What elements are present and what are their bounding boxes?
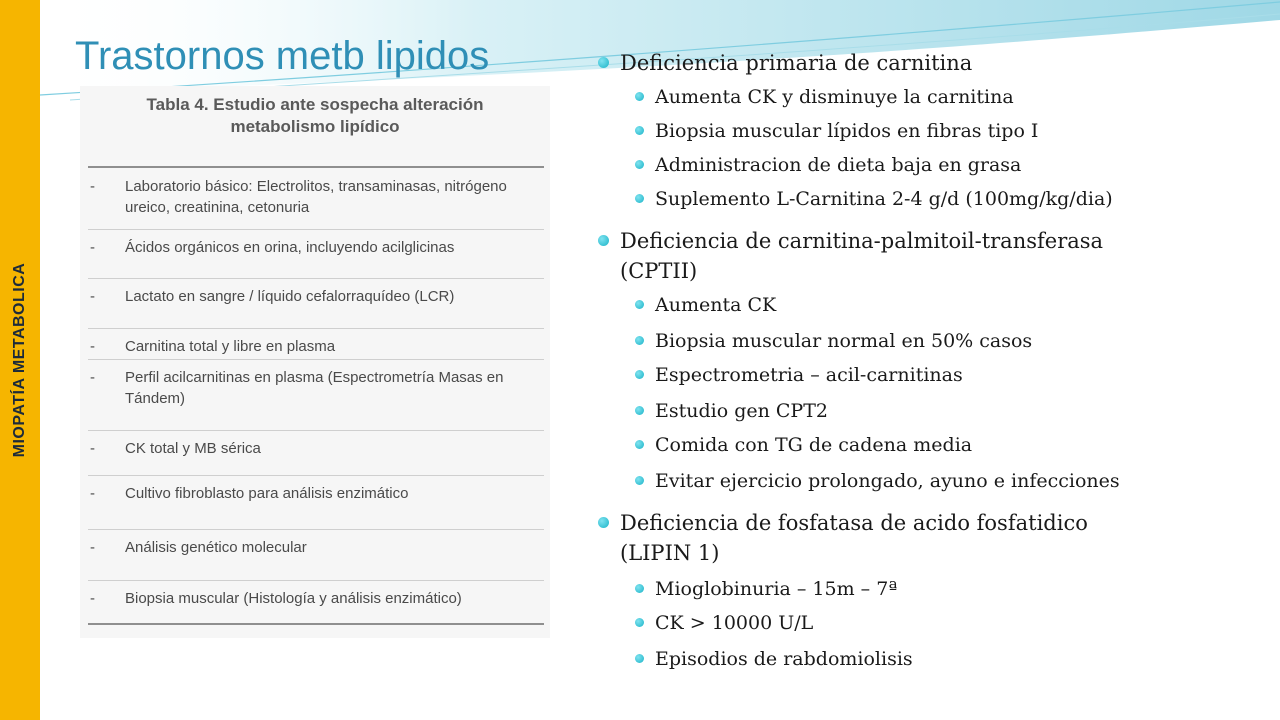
bullet-item: [620, 538, 719, 568]
sub-bullet-item: [655, 292, 776, 318]
bullet-dot-icon: [598, 57, 609, 68]
bullet-text: Administracion de dieta baja en grasa: [655, 154, 1022, 176]
slide-title: Trastornos metb lipidos: [75, 34, 490, 78]
sub-bullet-item: [655, 152, 1021, 178]
sub-bullet-item: [655, 118, 1038, 144]
bullet-dot-icon: [635, 336, 644, 345]
study-table: [80, 86, 550, 638]
bullet-text: Deficiencia de fosfatasa de acido fosfatidico: [620, 511, 1088, 535]
row-text: Cultivo fibroblasto para análisis enzimático: [125, 485, 409, 502]
sub-bullet-item: [655, 328, 1032, 354]
row-dash: -: [90, 485, 95, 502]
sub-bullet-item: [655, 398, 828, 424]
table-title: [80, 94, 550, 138]
row-text: Perfil acilcarnitinas en plasma (Espectrometría Masas en Tándem): [125, 369, 504, 407]
row-text: Laboratorio básico: Electrolitos, transaminasas, nitrógeno ureico, creatinina, cetonuria: [125, 178, 507, 216]
sub-bullet-item: [655, 468, 1120, 494]
row-dash: -: [90, 539, 95, 556]
row-dash: -: [90, 369, 95, 386]
row-dash: -: [90, 440, 95, 457]
bullet-dot-icon: [635, 300, 644, 309]
side-band: [0, 0, 40, 720]
bullet-text: Biopsia muscular lípidos en fibras tipo I: [655, 120, 1039, 142]
bullet-item: [620, 48, 972, 78]
bullet-text: Aumenta CK: [655, 294, 777, 316]
row-dash: -: [90, 288, 95, 305]
sub-bullet-item: [655, 186, 1113, 212]
row-dash: -: [90, 590, 95, 607]
bullet-text: (CPTII): [620, 259, 698, 283]
sub-bullet-item: [655, 576, 897, 602]
row-divider: [88, 229, 544, 230]
row-divider: [88, 278, 544, 279]
sub-bullet-item: [655, 362, 963, 388]
row-dash: -: [90, 239, 95, 256]
table-bottom-rule: [88, 623, 544, 625]
bullet-text: Espectrometria – acil-carnitinas: [655, 364, 963, 386]
row-divider: [88, 430, 544, 431]
row-dash: -: [90, 338, 95, 355]
bullet-dot-icon: [635, 370, 644, 379]
bullet-text: Deficiencia de carnitina-palmitoil-transferasa: [620, 229, 1104, 253]
row-text: Biopsia muscular (Histología y análisis enzimático): [125, 590, 462, 607]
table-title-line: Tabla 4. Estudio ante sospecha alteración: [146, 95, 484, 114]
row-text: Análisis genético molecular: [125, 539, 307, 556]
bullet-item: [620, 256, 697, 286]
sub-bullet-item: [655, 610, 813, 636]
bullet-item: [620, 226, 1103, 256]
row-dash: -: [90, 178, 95, 195]
bullet-text: Comida con TG de cadena media: [655, 434, 973, 456]
bullet-text: Estudio gen CPT2: [655, 400, 828, 422]
row-divider: [88, 359, 544, 360]
bullet-dot-icon: [635, 194, 644, 203]
sub-bullet-item: [655, 84, 1014, 110]
bullet-text: Episodios de rabdomiolisis: [655, 648, 913, 670]
bullet-dot-icon: [635, 476, 644, 485]
bullet-dot-icon: [598, 235, 609, 246]
bullet-dot-icon: [635, 126, 644, 135]
bullet-dot-icon: [635, 584, 644, 593]
section-label: MIOPATÍA METABOLICA: [11, 262, 28, 458]
table-top-rule: [88, 166, 544, 168]
bullet-text: (LIPIN 1): [620, 541, 720, 565]
row-divider: [88, 529, 544, 530]
bullet-dot-icon: [635, 654, 644, 663]
bullet-text: Biopsia muscular normal en 50% casos: [655, 330, 1033, 352]
bullet-dot-icon: [635, 440, 644, 449]
bullet-dot-icon: [635, 160, 644, 169]
bullet-dot-icon: [635, 618, 644, 627]
row-divider: [88, 475, 544, 476]
bullet-text: CK > 10000 U/L: [655, 612, 814, 634]
row-text: CK total y MB sérica: [125, 440, 261, 457]
sub-bullet-item: [655, 432, 972, 458]
row-text: Carnitina total y libre en plasma: [125, 338, 336, 355]
row-text: Lactato en sangre / líquido cefalorraquídeo (LCR): [125, 288, 455, 305]
bullet-dot-icon: [635, 92, 644, 101]
bullet-text: Aumenta CK y disminuye la carnitina: [655, 86, 1014, 108]
table-title-line: metabolismo lipídico: [230, 117, 400, 136]
bullet-text: Deficiencia primaria de carnitina: [620, 51, 973, 75]
row-divider: [88, 328, 544, 329]
bullet-text: Evitar ejercicio prolongado, ayuno e infecciones: [655, 470, 1120, 492]
bullet-dot-icon: [635, 406, 644, 415]
sub-bullet-item: [655, 646, 913, 672]
bullet-text: Mioglobinuria – 15m – 7ª: [655, 578, 898, 600]
bullet-text: Suplemento L-Carnitina 2-4 g/d (100mg/kg/dia): [655, 188, 1113, 210]
row-text: Ácidos orgánicos en orina, incluyendo acilglicinas: [125, 239, 455, 256]
bullet-item: [620, 508, 1088, 538]
bullet-dot-icon: [598, 517, 609, 528]
row-divider: [88, 580, 544, 581]
